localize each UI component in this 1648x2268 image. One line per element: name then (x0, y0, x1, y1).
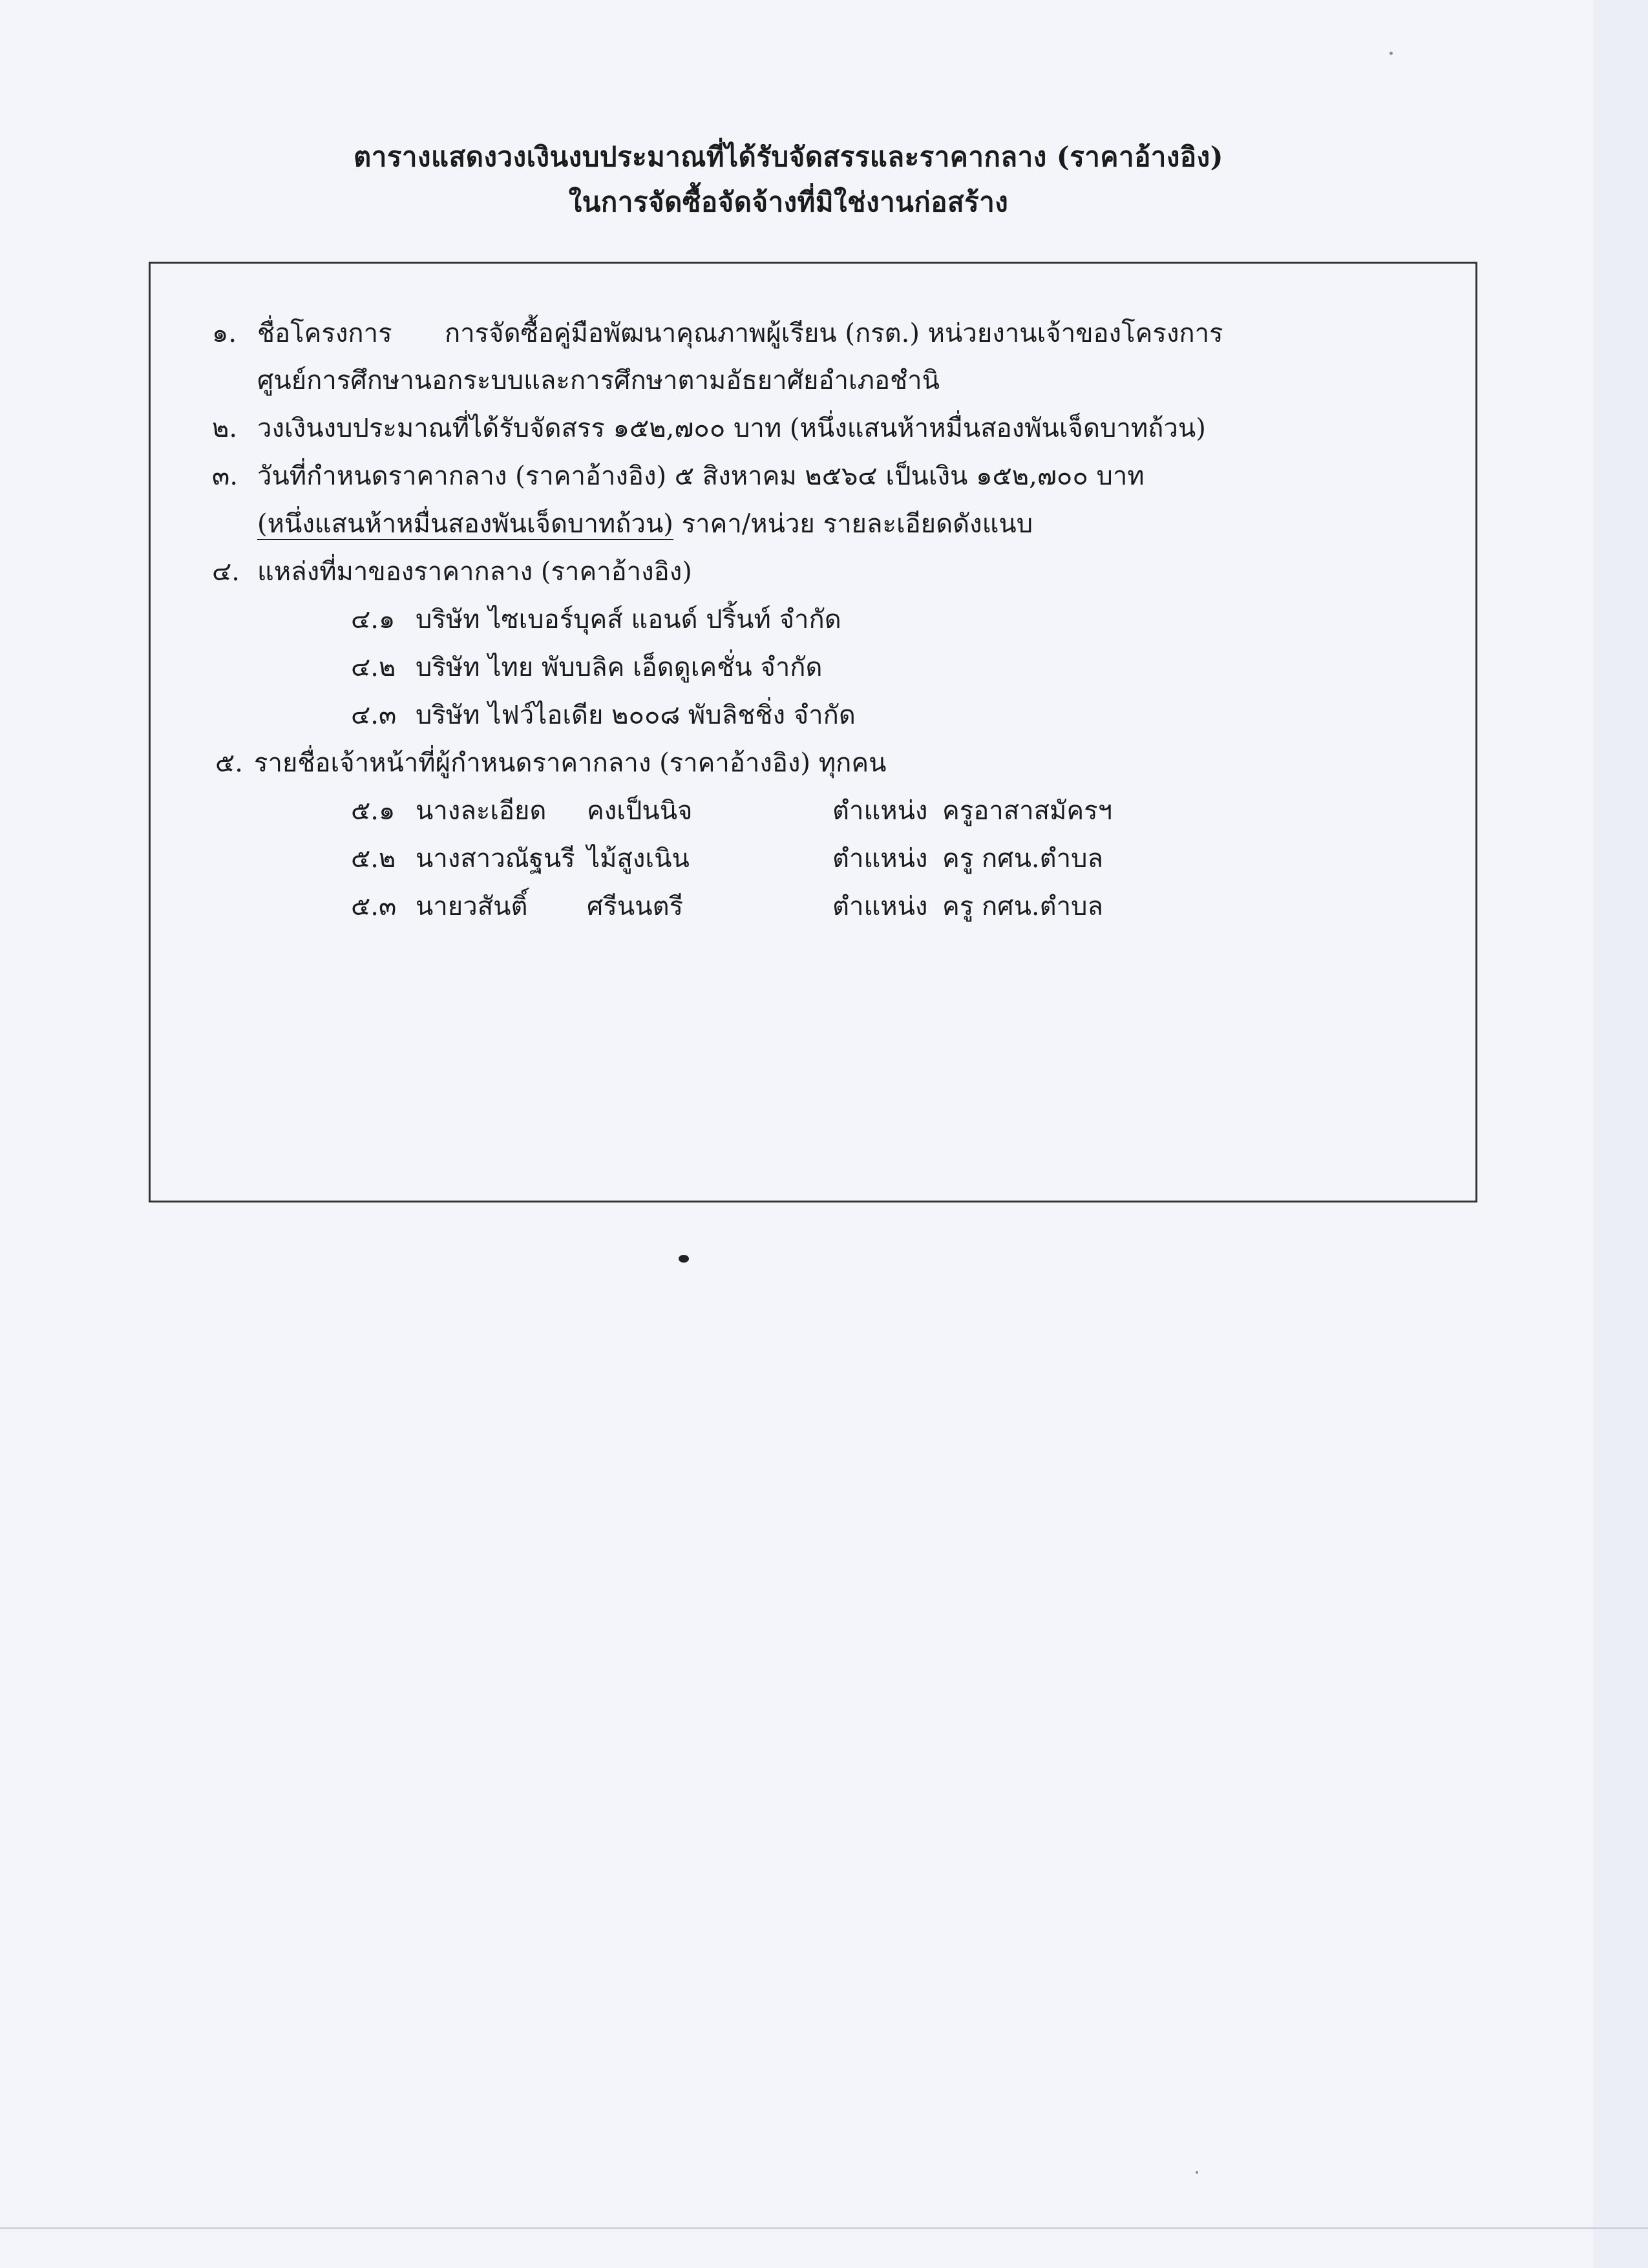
officer-position-label: ตำแหน่ง (832, 844, 928, 874)
officer-last-name: คงเป็นนิจ (587, 796, 693, 826)
item-1-number: ๑. (212, 319, 237, 348)
scan-speck (1389, 52, 1393, 55)
item-3-amount-words: (หนึ่งแสนห้าหมื่นสองพันเจ็ดบาทถ้วน) (257, 509, 673, 539)
item-1-text: การจัดซื้อคู่มือพัฒนาคุณภาพผู้เรียน (กรต.) หน่วยงานเจ้าของโครงการ (445, 319, 1223, 348)
item-3-continuation-text: ราคา/หน่วย รายละเอียดดังแนบ (673, 509, 1033, 539)
officer-last-name: ไม้สูงเนิน (587, 844, 690, 874)
item-2-text: วงเงินงบประมาณที่ได้รับจัดสรร ๑๕๒,๗๐๐ บาท (หนึ่งแสนห้าหมื่นสองพันเจ็ดบาทถ้วน) (257, 414, 1206, 443)
officer-position: ครูอาสาสมัครฯ (942, 796, 1113, 826)
source-number: ๔.๑ (351, 605, 396, 635)
officer-position: ครู กศน.ตำบล (942, 844, 1103, 874)
document-subtitle: ในการจัดซื้อจัดจ้างที่มิใช่งานก่อสร้าง (568, 186, 1009, 218)
page-bottom-edge (0, 2227, 1648, 2229)
officer-first-name: นายวสันติ์ (416, 892, 528, 921)
item-4-text: แหล่งที่มาของราคากลาง (ราคาอ้างอิง) (257, 557, 692, 587)
item-2-number: ๒. (212, 414, 238, 443)
officer-last-name: ศรีนนตรี (587, 892, 684, 921)
source-number: ๔.๓ (351, 700, 397, 730)
item-5-number: ๕. (215, 748, 243, 778)
item-3-text: วันที่กำหนดราคากลาง (ราคาอ้างอิง) ๕ สิงหาคม ๒๕๖๔ เป็นเงิน ๑๕๒,๗๐๐ บาท (257, 461, 1145, 491)
officer-position: ครู กศน.ตำบล (942, 892, 1103, 921)
officer-position-label: ตำแหน่ง (832, 796, 928, 826)
item-3-continuation (257, 503, 1033, 544)
source-name: บริษัท ไซเบอร์บุคส์ แอนด์ ปริ้นท์ จำกัด (416, 605, 841, 635)
item-3-number: ๓. (212, 461, 238, 491)
item-1-continuation: ศูนย์การศึกษานอกระบบและการศึกษาตามอัธยาศัยอำเภอชำนิ (257, 366, 940, 395)
officer-number: ๕.๓ (351, 892, 397, 921)
officer-position-label: ตำแหน่ง (832, 892, 928, 921)
officer-number: ๕.๒ (351, 844, 396, 874)
source-name: บริษัท ไทย พับบลิค เอ็ดดูเคชั่น จำกัด (416, 653, 823, 682)
officer-first-name: นางละเอียด (416, 796, 547, 826)
page-edge-shadow (1593, 0, 1648, 2268)
document-title: ตารางแสดงวงเงินงบประมาณที่ได้รับจัดสรรและราคากลาง (ราคาอ้างอิง) (354, 141, 1223, 173)
scan-speck (1196, 2171, 1198, 2174)
source-name: บริษัท ไฟว์ไอเดีย ๒๐๐๘ พับลิชชิ่ง จำกัด (416, 700, 856, 730)
item-1-label: ชื่อโครงการ (257, 319, 392, 348)
source-number: ๔.๒ (351, 653, 396, 682)
item-5-text: รายชื่อเจ้าหน้าที่ผู้กำหนดราคากลาง (ราคาอ้างอิง) ทุกคน (254, 748, 887, 778)
content-box (149, 262, 1477, 1202)
item-4-number: ๔. (212, 557, 240, 587)
officer-first-name: นางสาวณัฐนรี (416, 844, 575, 874)
ink-dot (679, 1255, 689, 1263)
officer-number: ๕.๑ (351, 796, 396, 826)
